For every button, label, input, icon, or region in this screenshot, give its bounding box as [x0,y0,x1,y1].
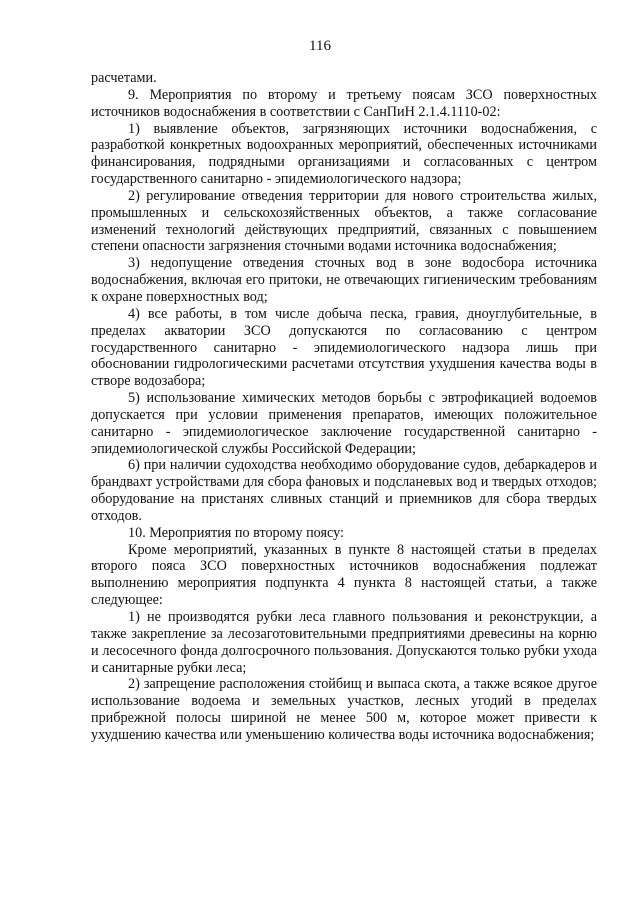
page-number: 116 [309,38,331,54]
paragraph: 4) все работы, в том числе добыча песка, гравия, дноуглубительные, в пределах акватории ЗСО допускаются по согласованию с центром государственного санитарно - эпидемиологического надзора лишь при обосновании гидрологическими расчетами отсутствия ухудшения качества воды в створе водозабора; [91,305,597,390]
paragraph: 2) запрещение расположения стойбищ и выпаса скота, а также всякое другое использование водоема и земельных участков, лесных угодий в пределах прибрежной полосы шириной не менее 500 м, которое может привести к ухудшению качества или уменьшению количества воды источника водоснабжения; [91,676,597,743]
paragraph: 5) использование химических методов борьбы с эвтрофикацией водоемов допускается при условии применения препаратов, имеющих положительное санитарно - эпидемиологическое заключение государственной санитарно - эпидемиологической службы Российской Федерации; [91,390,597,457]
document-body [91,70,597,744]
paragraph: 1) не производятся рубки леса главного пользования и реконструкции, а также закрепление за лесозаготовительными предприятиями древесины на корню и лесосечного фонда долгосрочного пользования. Допускаются только рубки ухода и санитарные рубки леса; [91,609,597,676]
paragraph: 9. Мероприятия по второму и третьему поясам ЗСО поверхностных источников водоснабжения в соответствии с СанПиН 2.1.4.1110-02: [91,86,597,120]
paragraph: расчетами. [91,70,157,86]
paragraph: 2) регулирование отведения территории для нового строительства жилых, промышленных и сельскохозяйственных объектов, а также согласование изменений технологий действующих предприятий, связанных с повышением степени опасности загрязнения сточными водами источника водоснабжения; [91,187,597,255]
paragraph: 3) недопущение отведения сточных вод в зоне водосбора источника водоснабжения, включая его притоки, не отвечающих гигиеническим требованиям к охране поверхностных вод; [91,255,597,305]
paragraph: Кроме мероприятий, указанных в пункте 8 настоящей статьи в пределах второго пояса ЗСО поверхностных источников водоснабжения подлежат выполнению мероприятия подпункта 4 пункта 8 настоящей статьи, а также следующее: [91,541,597,609]
paragraph: 10. Мероприятия по второму поясу: [128,524,344,541]
paragraph: 6) при наличии судоходства необходимо оборудование судов, дебаркадеров и брандвахт устройствами для сбора фановых и подсланевых вод и твердых отходов; оборудование на пристанях сливных станций и приемников для сбора твердых отходов. [91,457,597,524]
paragraph: 1) выявление объектов, загрязняющих источники водоснабжения, с разработкой конкретных водоохранных мероприятий, обеспеченных источниками финансирования, подрядными организациями и согласованных с центром государственного санитарно - эпидемиологического надзора; [91,120,597,188]
